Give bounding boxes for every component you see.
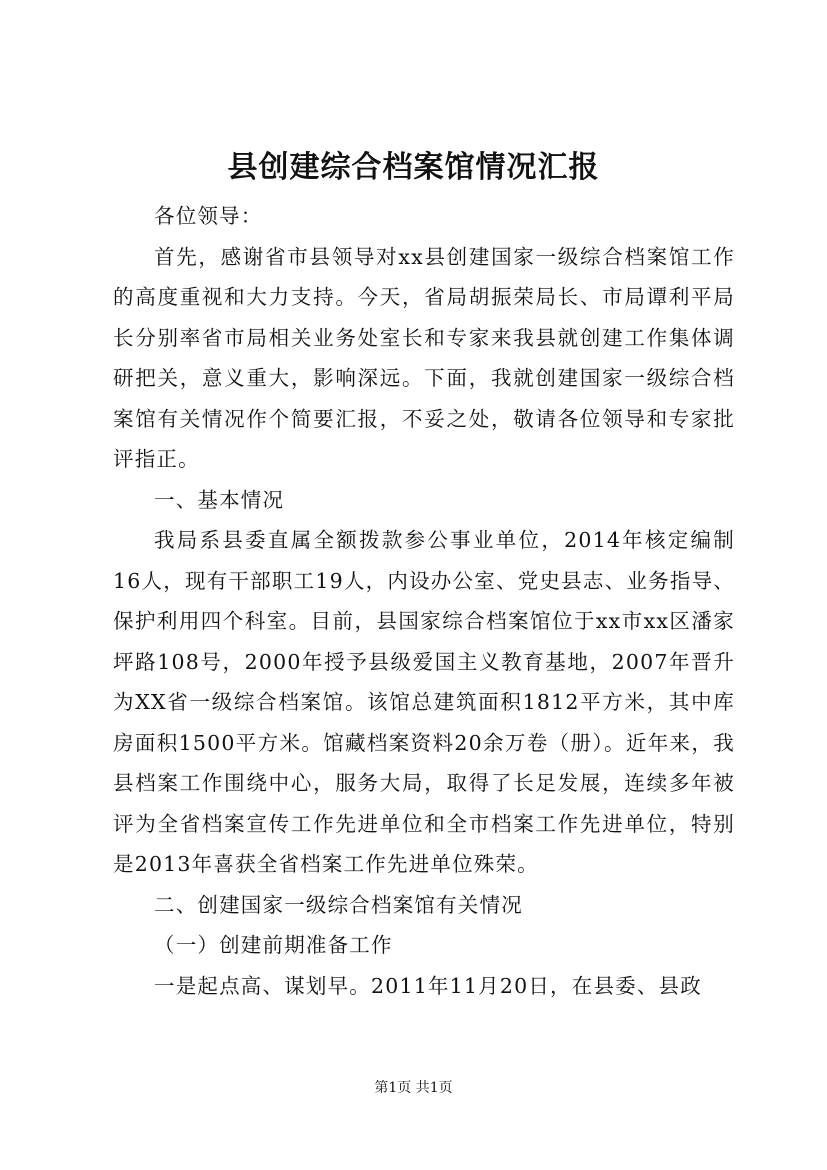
subsection-heading-preparation: （一）创建前期准备工作	[154, 933, 393, 957]
document-body	[113, 196, 735, 1006]
intro-paragraph: 首先，感谢省市县领导对xx县创建国家一级综合档案馆工作的高度重视和大力支持。今天，省局胡振荣局长、市局谭利平局长分别率省市局相关业务处室长和专家来我县就创建工作集体调研把关，意义重大，影响深远。下面，我就创建国家一级综合档案馆有关情况作个简要汇报，不妥之处，敬请各位领导和专家批评指正。	[113, 244, 735, 471]
document-title: 县创建综合档案馆情况汇报	[227, 150, 600, 185]
salutation-paragraph: 各位领导：	[154, 204, 263, 228]
page-footer: 第1页 共1页	[374, 1080, 453, 1096]
section-heading-creation: 二、创建国家一级综合档案馆有关情况	[154, 892, 523, 917]
preparation-paragraph: 一是起点高、谋划早。2011年11月20日，在县委、县政	[154, 973, 702, 998]
section-heading-basic: 一、基本情况	[154, 487, 285, 512]
basic-info-paragraph: 我局系县委直属全额拨款参公事业单位，2014年核定编制16人，现有干部职工19人，内设办公室、党史县志、业务指导、保护利用四个科室。目前，县国家综合档案馆位于xx市xx区潘家坪路108号，2000年授予县级爱国主义教育基地，2007年晋升为XX省一级综合档案馆。该馆总建筑面积1812平方米，其中库房面积1500平方米。馆藏档案资料20余万卷（册）。近年来，我县档案工作围绕中心，服务大局，取得了长足发展，连续多年被评为全省档案宣传工作先进单位和全市档案工作先进单位，特别是2013年喜获全省档案工作先进单位殊荣。	[113, 528, 735, 876]
